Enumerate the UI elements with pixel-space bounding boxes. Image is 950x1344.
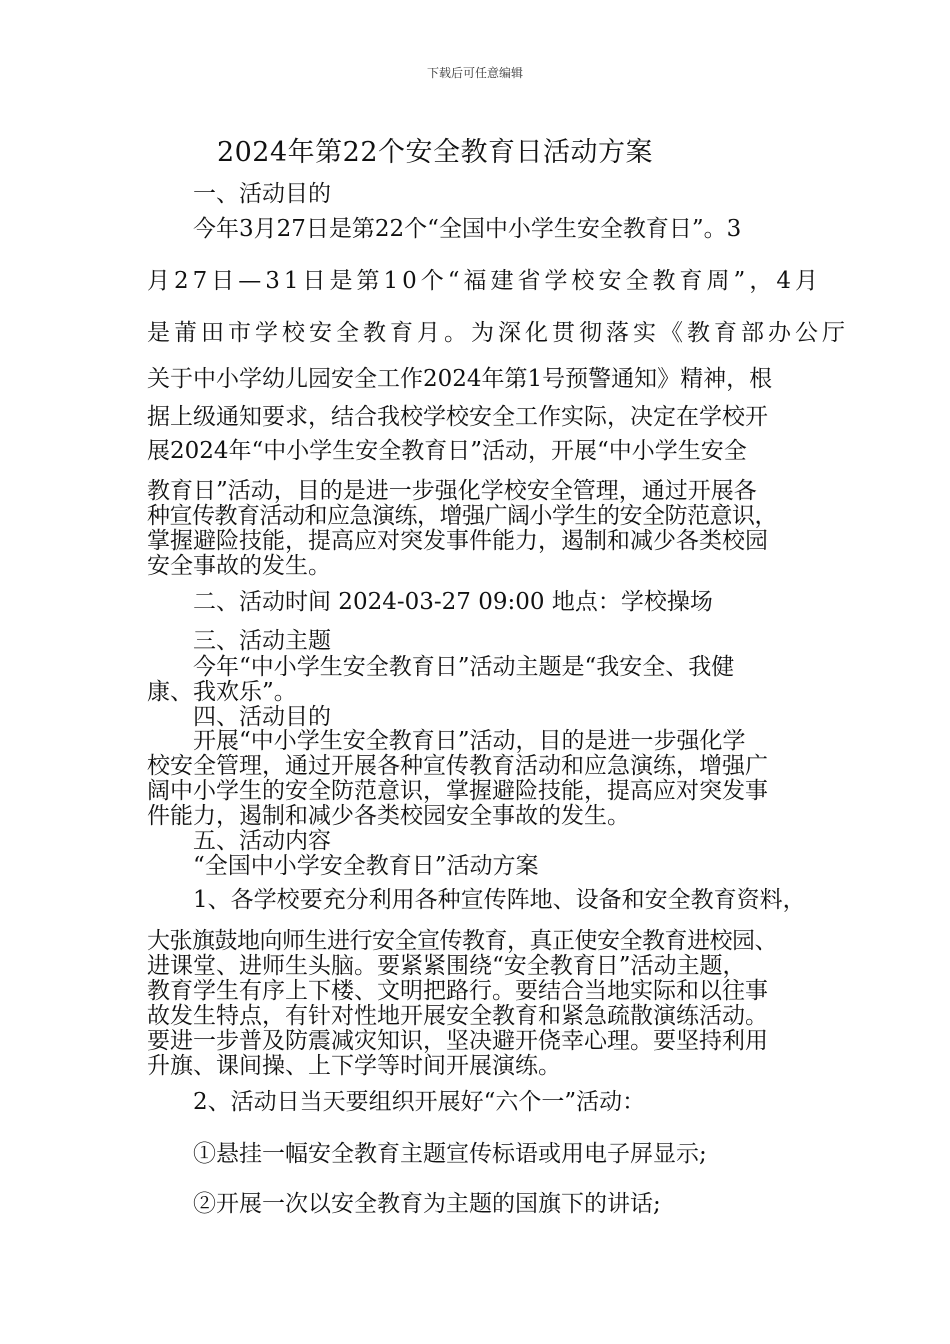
paragraph-line: 故发生特点，有针对性地开展安全教育和紧急疏散演练活动。 xyxy=(147,1003,768,1029)
paragraph-line: 是莆田市学校安全教育月。为深化贯彻落实《教育部办公厅 xyxy=(147,320,849,346)
paragraph-line: 关于中小学幼儿园安全工作2024年第1号预警通知》精神，根 xyxy=(147,366,773,392)
paragraph-line: 进课堂、进师生头脑。要紧紧围绕“安全教育日”活动主题， xyxy=(147,953,746,979)
paragraph-line: 展2024年“中小学生安全教育日”活动，开展“中小学生安全 xyxy=(147,438,747,464)
list-item: ①悬挂一幅安全教育主题宣传标语或用电子屏显示; xyxy=(193,1141,707,1167)
paragraph-line: 阔中小学生的安全防范意识，掌握避险技能，提高应对突发事 xyxy=(147,778,768,804)
section-heading: 二、活动时间 2024-03-27 09:00 地点：学校操场 xyxy=(193,589,713,615)
paragraph-line: 据上级通知要求，结合我校学校安全工作实际，决定在学校开 xyxy=(147,404,768,430)
paragraph-line: 月27日—31日是第10个“福建省学校安全教育周”，4月 xyxy=(147,268,822,294)
subheading: “全国中小学安全教育日”活动方案 xyxy=(193,853,539,879)
paragraph-line: 种宣传教育活动和应急演练，增强广阔小学生的安全防范意识， xyxy=(147,503,777,529)
header-note: 下载后可任意编辑 xyxy=(426,66,523,80)
paragraph-line: 康、我欢乐”。 xyxy=(147,679,297,705)
paragraph-line: 件能力，遏制和减少各类校园安全事故的发生。 xyxy=(147,803,630,829)
section-heading: 三、活动主题 xyxy=(193,628,331,654)
paragraph-line: 教育学生有序上下楼、文明把路行。要结合当地实际和以往事 xyxy=(147,978,768,1004)
paragraph-line: 掌握避险技能，提高应对突发事件能力，遏制和减少各类校园 xyxy=(147,528,768,554)
section-heading: 五、活动内容 xyxy=(193,828,331,854)
paragraph-line: 2、活动日当天要组织开展好“六个一”活动： xyxy=(193,1089,646,1115)
document-title: 2024年第22个安全教育日活动方案 xyxy=(216,137,654,168)
paragraph-line: 今年“中小学生安全教育日”活动主题是“我安全、我健 xyxy=(193,654,735,680)
paragraph-line: 安全事故的发生。 xyxy=(147,553,331,579)
paragraph-line: 今年3月27日是第22个“全国中小学生安全教育日”。3 xyxy=(193,216,742,242)
section-heading: 一、活动目的 xyxy=(193,181,331,207)
section-heading: 四、活动目的 xyxy=(193,704,331,730)
paragraph-line: 要进一步普及防震减灾知识，坚决避开侥幸心理。要坚持利用 xyxy=(147,1028,768,1054)
paragraph-line: 大张旗鼓地向师生进行安全宣传教育，真正使安全教育进校园、 xyxy=(147,928,777,954)
paragraph-line: 1、各学校要充分利用各种宣传阵地、设备和安全教育资料， xyxy=(193,887,806,913)
paragraph-line: 升旗、课间操、上下学等时间开展演练。 xyxy=(147,1053,561,1079)
paragraph-line: 校安全管理，通过开展各种宣传教育活动和应急演练，增强广 xyxy=(147,753,768,779)
list-item: ②开展一次以安全教育为主题的国旗下的讲话; xyxy=(193,1191,661,1217)
paragraph-line: 教育日”活动，目的是进一步强化学校安全管理，通过开展各 xyxy=(147,478,757,504)
paragraph-line: 开展“中小学生安全教育日”活动，目的是进一步强化学 xyxy=(193,728,746,754)
